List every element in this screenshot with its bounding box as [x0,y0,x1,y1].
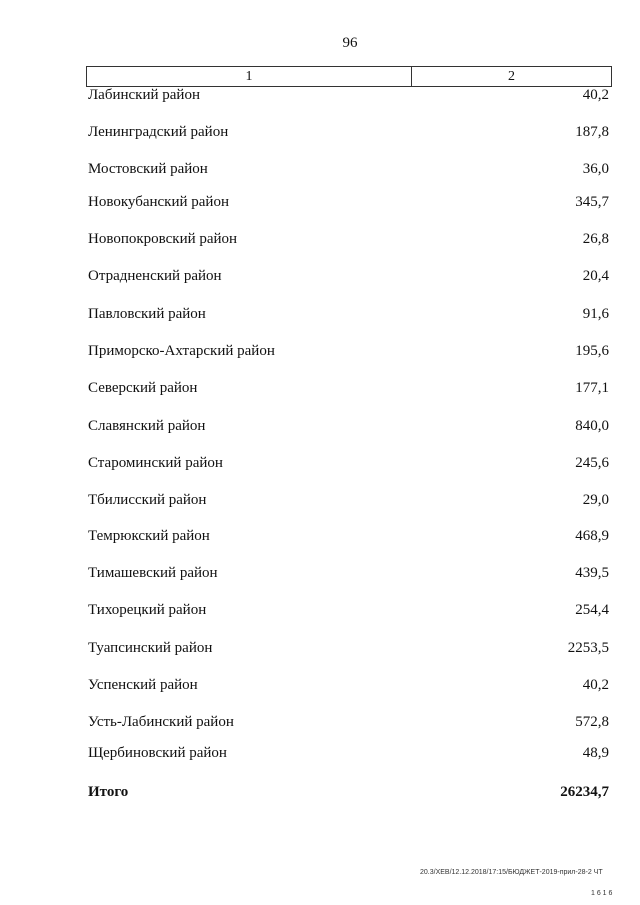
district-value: 29,0 [582,492,609,508]
table-row [88,379,609,397]
district-name: Лабинский район [88,87,200,103]
district-name: Новокубанский район [88,194,229,210]
table-row [88,639,609,657]
district-value: 345,7 [575,194,609,210]
document-stamp: 20.3/ХЕВ/12.12.2018/17:15/БЮДЖЕТ-2019-прил-28-2 ЧТ [420,869,603,876]
district-value: 187,8 [575,124,609,140]
district-name: Тбилисский район [88,492,207,508]
district-value: 245,6 [575,455,609,471]
district-name: Усть-Лабинский район [88,714,234,730]
table-row [88,454,609,472]
total-row [88,783,609,801]
district-value: 26,8 [582,231,609,247]
district-value: 195,6 [575,343,609,359]
column-header-2: 2 [508,69,515,84]
table-row [88,676,609,694]
district-name: Щербиновский район [88,745,227,761]
district-value: 20,4 [582,268,609,284]
table-header [86,66,612,87]
district-name: Отрадненский район [88,268,222,284]
district-value: 572,8 [575,714,609,730]
corner-mark: 1 6 1 6 [591,890,613,897]
table-row [88,713,609,731]
district-name: Новопокровский район [88,231,238,247]
table-row [88,601,609,619]
district-name: Ленинградский район [88,124,229,140]
district-name: Туапсинский район [88,640,213,656]
district-value: 254,4 [575,602,609,618]
district-value: 40,2 [582,677,609,693]
district-name: Мостовский район [88,161,208,177]
district-name: Северский район [88,380,198,396]
district-value: 177,1 [575,380,609,396]
district-name: Павловский район [88,306,206,322]
district-value: 2253,5 [567,640,609,656]
table-row [88,417,609,435]
column-header-1: 1 [87,67,412,86]
table-row [88,230,609,248]
table-row [88,267,609,285]
table-row [88,86,609,104]
district-name: Приморско-Ахтарский район [88,343,275,359]
district-name: Тихорецкий район [88,602,207,618]
district-value: 840,0 [575,418,609,434]
district-name: Староминский район [88,455,223,471]
table-row [88,193,609,211]
table-row [88,564,609,582]
district-value: 91,6 [582,306,609,322]
table-row [88,527,609,545]
district-value: 40,2 [582,87,609,103]
page-number: 96 [342,35,358,51]
table-row [88,305,609,323]
district-value: 48,9 [582,745,609,761]
district-value: 439,5 [575,565,609,581]
table-row [88,160,609,178]
total-value: 26234,7 [560,784,609,800]
total-label: Итого [88,784,129,800]
table-row [88,342,609,360]
district-name: Тимашевский район [88,565,218,581]
district-value: 468,9 [575,528,609,544]
district-name: Славянский район [88,418,206,434]
district-value: 36,0 [582,161,609,177]
district-name: Темрюкский район [88,528,210,544]
table-row [88,491,609,509]
table-row [88,744,609,762]
table-row [88,123,609,141]
district-name: Успенский район [88,677,198,693]
